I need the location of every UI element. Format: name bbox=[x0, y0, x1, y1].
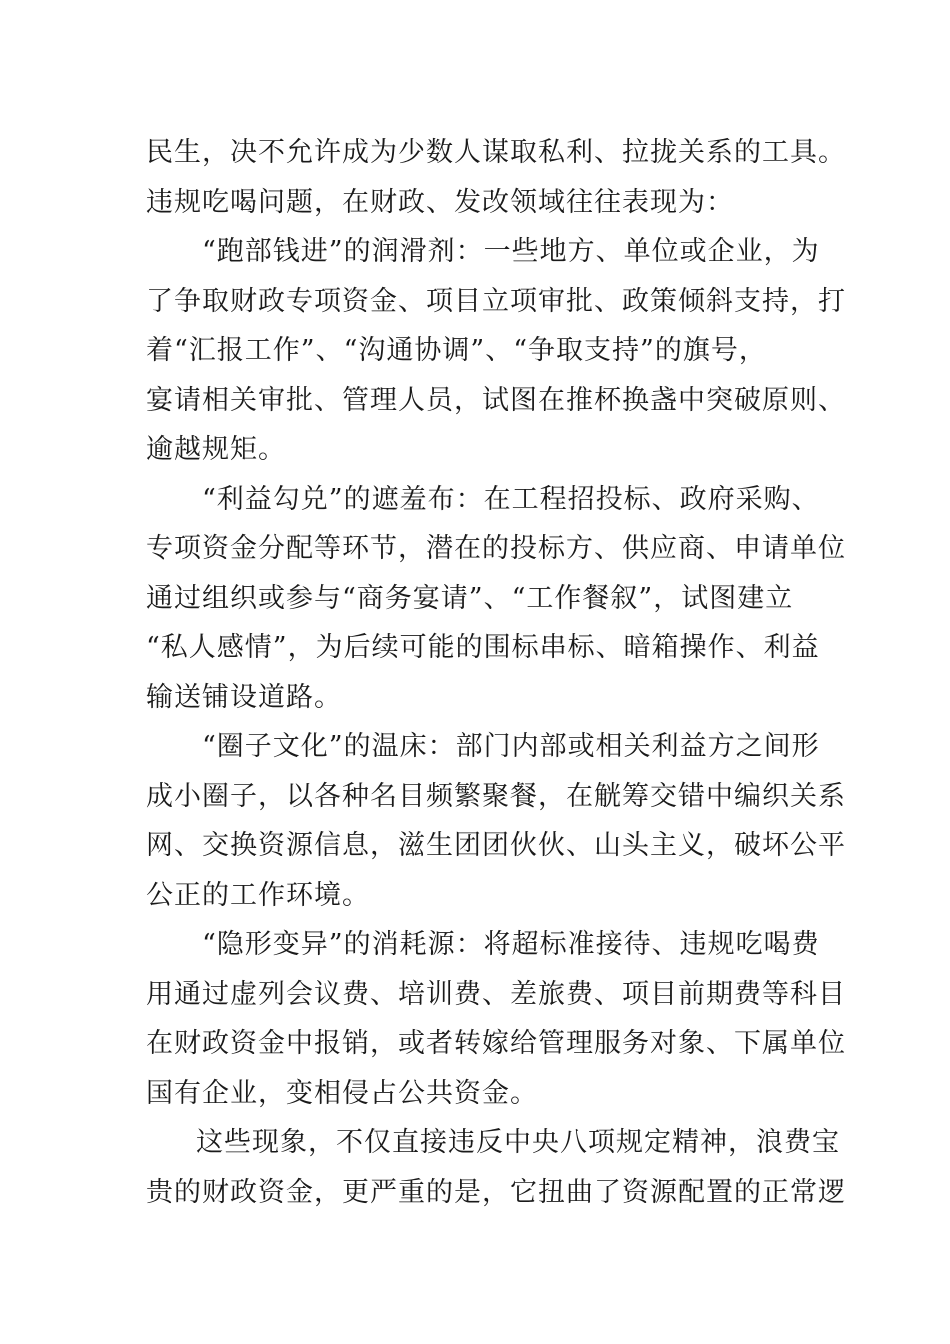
text-line: 公正的工作环境。 bbox=[146, 879, 370, 911]
text-line: “私人感情”，为后续可能的围标串标、暗箱操作、利益 bbox=[146, 632, 820, 663]
text-line: 宴请相关审批、管理人员，试图在推杯换盏中突破原则、 bbox=[146, 384, 846, 416]
paragraph-start-line: “隐形变异”的消耗源：将超标准接待、违规吃喝费 bbox=[202, 929, 820, 960]
paragraph-start-line: “利益勾兑”的遮羞布：在工程招投标、政府采购、 bbox=[202, 483, 820, 515]
text-line: 国有企业，变相侵占公共资金。 bbox=[146, 1077, 538, 1109]
document-page bbox=[146, 128, 846, 1217]
text-line: 专项资金分配等环节，潜在的投标方、供应商、申请单位 bbox=[146, 533, 846, 564]
paragraph-start-line: “跑部钱进”的润滑剂：一些地方、单位或企业，为 bbox=[202, 236, 820, 267]
text-line: 着“汇报工作”、“沟通协调”、“争取支持”的旗号， bbox=[146, 335, 767, 366]
text-line: 违规吃喝问题，在财政、发改领域往往表现为： bbox=[146, 186, 734, 218]
paragraph-start-line: “圈子文化”的温床：部门内部或相关利益方之间形 bbox=[202, 731, 820, 762]
text-line: 民生，决不允许成为少数人谋取私利、拉拢关系的工具。 bbox=[146, 137, 846, 168]
text-line: 逾越规矩。 bbox=[146, 434, 286, 465]
text-line: 通过组织或参与“商务宴请”、“工作餐叙”，试图建立 bbox=[146, 582, 794, 614]
text-line: 了争取财政专项资金、项目立项审批、政策倾斜支持，打 bbox=[146, 285, 846, 317]
paragraph-start-line: 这些现象，不仅直接违反中央八项规定精神，浪费宝 bbox=[196, 1127, 840, 1158]
text-line: 网、交换资源信息，滋生团团伙伙、山头主义，破坏公平 bbox=[146, 830, 846, 861]
text-line: 成小圈子，以各种名目频繁聚餐，在觥筹交错中编织关系 bbox=[146, 780, 846, 812]
text-line: 贵的财政资金，更严重的是，它扭曲了资源配置的正常逻 bbox=[146, 1176, 846, 1208]
text-line: 用通过虚列会议费、培训费、差旅费、项目前期费等科目 bbox=[146, 978, 846, 1010]
text-line: 输送铺设道路。 bbox=[146, 681, 342, 713]
text-line: 在财政资金中报销，或者转嫁给管理服务对象、下属单位 bbox=[146, 1028, 846, 1059]
